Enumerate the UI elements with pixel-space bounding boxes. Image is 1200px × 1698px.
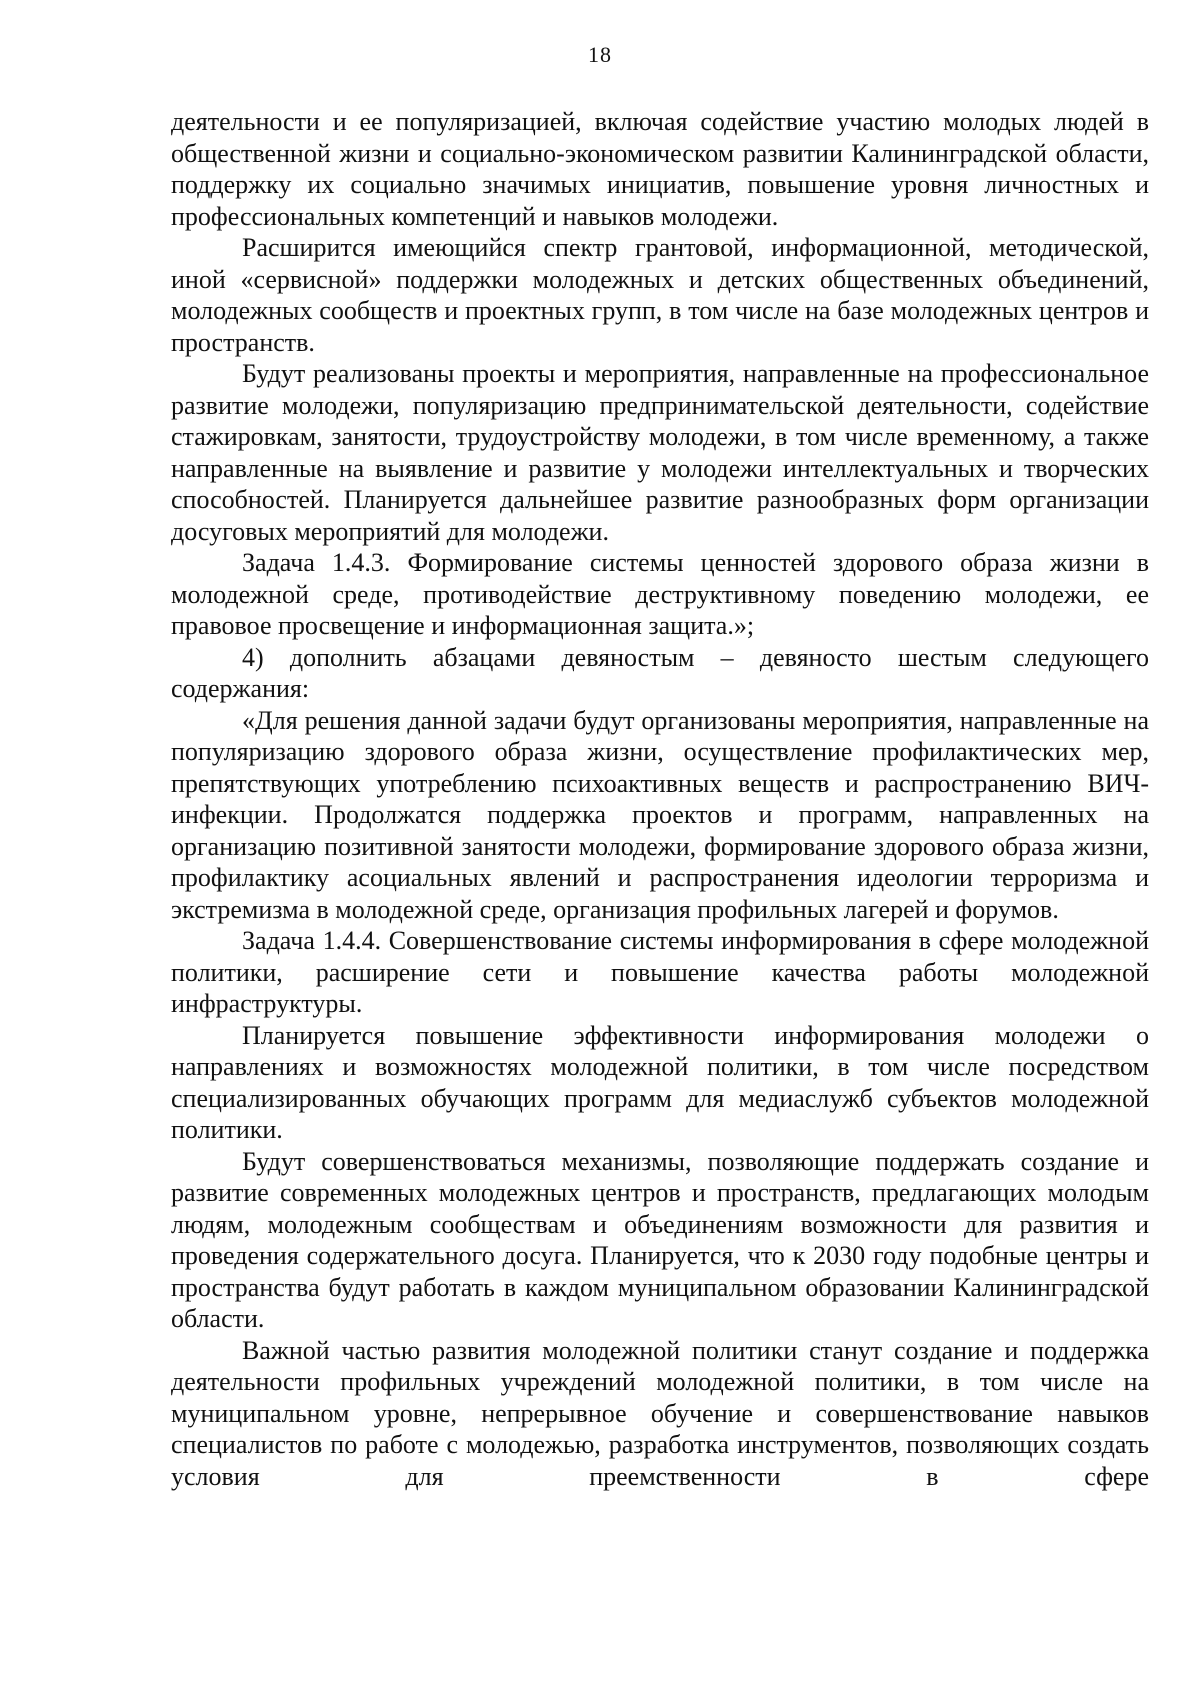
- paragraph-9: Будут совершенствоваться механизмы, позволяющие поддержать создание и развитие современных молодежных центров и пространств, предлагающих молодым людям, молодежным сообществам и объединениям возможности для развития и проведения содержательного досуга. Планируется, что к 2030 году подобные центры и пространства будут работать в каждом муниципальном образовании Калининградской области.: [171, 1146, 1149, 1333]
- paragraph-4-task-1-4-3: Задача 1.4.3. Формирование системы ценностей здорового образа жизни в молодежной среде, противодействие деструктивному поведению молодежи, ее правовое просвещение и информационная защита.»;: [171, 548, 1149, 640]
- paragraph-8: Планируется повышение эффективности информирования молодежи о направлениях и возможностях молодежной политики, в том числе посредством специализированных обучающих программ для медиаслужб субъектов молодежной политики.: [171, 1020, 1149, 1144]
- document-body: [171, 106, 1149, 1492]
- paragraph-5-amendment: 4) дополнить абзацами девяностым – девяносто шестым следующего содержания:: [171, 642, 1149, 703]
- paragraph-10: Важной частью развития молодежной политики станут создание и поддержка деятельности профильных учреждений молодежной политики, в том числе на муниципальном уровне, непрерывное обучение и совершенствование навыков специалистов по работе с молодежью, разработка инструментов, позволяющих создать условия для преемственности в сфере: [171, 1335, 1149, 1491]
- paragraph-7-task-1-4-4: Задача 1.4.4. Совершенствование системы информирования в сфере молодежной политики, расширение сети и повышение качества работы молодежной инфраструктуры.: [171, 926, 1149, 1018]
- paragraph-1: деятельности и ее популяризацией, включая содействие участию молодых людей в общественной жизни и социально-экономическом развитии Калининградской области, поддержку их социально значимых инициатив, повышение уровня личностных и профессиональных компетенций и навыков молодежи.: [171, 107, 1149, 231]
- paragraph-6: «Для решения данной задачи будут организованы мероприятия, направленные на популяризацию здорового образа жизни, осуществление профилактических мер, препятствующих употреблению психоактивных веществ и распространению ВИЧ-инфекции. Продолжатся поддержка проектов и программ, направленных на организацию позитивной занятости молодежи, формирование здорового образа жизни, профилактику асоциальных явлений и распространения идеологии терроризма и экстремизма в молодежной среде, организация профильных лагерей и форумов.: [171, 705, 1149, 924]
- paragraph-3: Будут реализованы проекты и мероприятия, направленные на профессиональное развитие молодежи, популяризацию предпринимательской деятельности, содействие стажировкам, занятости, трудоустройству молодежи, в том числе временному, а также направленные на выявление и развитие у молодежи интеллектуальных и творческих способностей. Планируется дальнейшее развитие разнообразных форм организации досуговых мероприятий для молодежи.: [171, 359, 1149, 546]
- page-number: 18: [588, 42, 612, 67]
- paragraph-2: Расширится имеющийся спектр грантовой, информационной, методической, иной «сервисной» поддержки молодежных и детских общественных объединений, молодежных сообществ и проектных групп, в том числе на базе молодежных центров и пространств.: [171, 233, 1149, 357]
